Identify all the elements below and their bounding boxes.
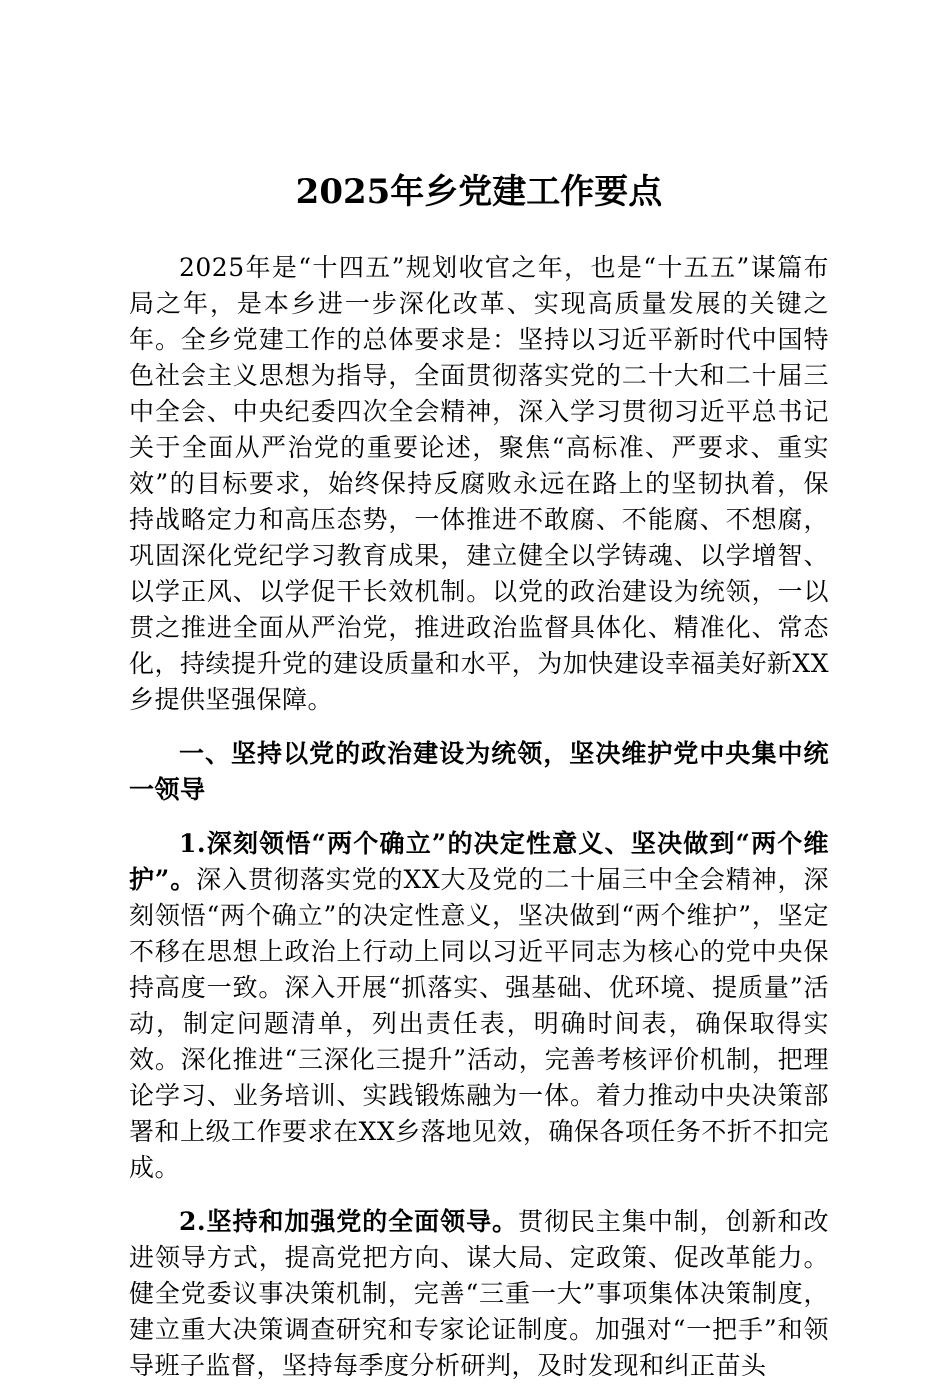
document-content xyxy=(129,164,829,1384)
section-item-1-lead: 1.深刻领悟“两个确立”的决定性意义、坚决做到“两个维护”。 xyxy=(129,829,829,894)
section-item-1-body: 深入贯彻落实党的XX大及党的二十届三中全会精神，深刻领悟“两个确立”的决定性意义，坚决做到“两个维护”，坚定不移在思想上政治上行动上同以习近平同志为核心的党中央保持高度一致。深入开展“抓落实、强基础、优环境、提质量”活动，制定问题清单，列出责任表，明确时间表，确保取得实效。深化推进“三深化三提升”活动，完善考核评价机制，把理论学习、业务培训、实践锻炼融为一体。着力推动中央决策部署和上级工作要求在XX乡落地见效，确保各项任务不折不扣完成。 xyxy=(129,865,829,1182)
document-title: 2025年乡党建工作要点 xyxy=(295,172,663,212)
section-item-2 xyxy=(129,1204,829,1384)
section-item-2-lead: 2.坚持和加强党的全面领导。 xyxy=(179,1207,518,1236)
section-item-1 xyxy=(129,826,829,1186)
section-item-2-body: 贯彻民主集中制，创新和改进领导方式，提高党把方向、谋大局、定政策、促改革能力。健全党委议事决策机制，完善“三重一大”事项集体决策制度，建立重大决策调查研究和专家论证制度。加强对“一把手”和领导班子监督，坚持每季度分析研判，及时发现和纠正苗头 xyxy=(129,1207,829,1380)
intro-paragraph: 2025年是“十四五”规划收官之年，也是“十五五”谋篇布局之年，是本乡进一步深化改革、实现高质量发展的关键之年。全乡党建工作的总体要求是：坚持以习近平新时代中国特色社会主义思想为指导，全面贯彻落实党的二十大和二十届三中全会、中央纪委四次全会精神，深入学习贯彻习近平总书记关于全面从严治党的重要论述，聚焦“高标准、严要求、重实效”的目标要求，始终保持反腐败永远在路上的坚韧执着，保持战略定力和高压态势，一体推进不敢腐、不能腐、不想腐，巩固深化党纪学习教育成果，建立健全以学铸魂、以学增智、以学正风、以学促干长效机制。以党的政治建设为统领，一以贯之推进全面从严治党，推进政治监督具体化、精准化、常态化，持续提升党的建设质量和水平，为加快建设幸福美好新XX乡提供坚强保障。 xyxy=(129,253,829,714)
section-heading-1: 一、坚持以党的政治建设为统领，坚决维护党中央集中统一领导 xyxy=(129,739,829,804)
